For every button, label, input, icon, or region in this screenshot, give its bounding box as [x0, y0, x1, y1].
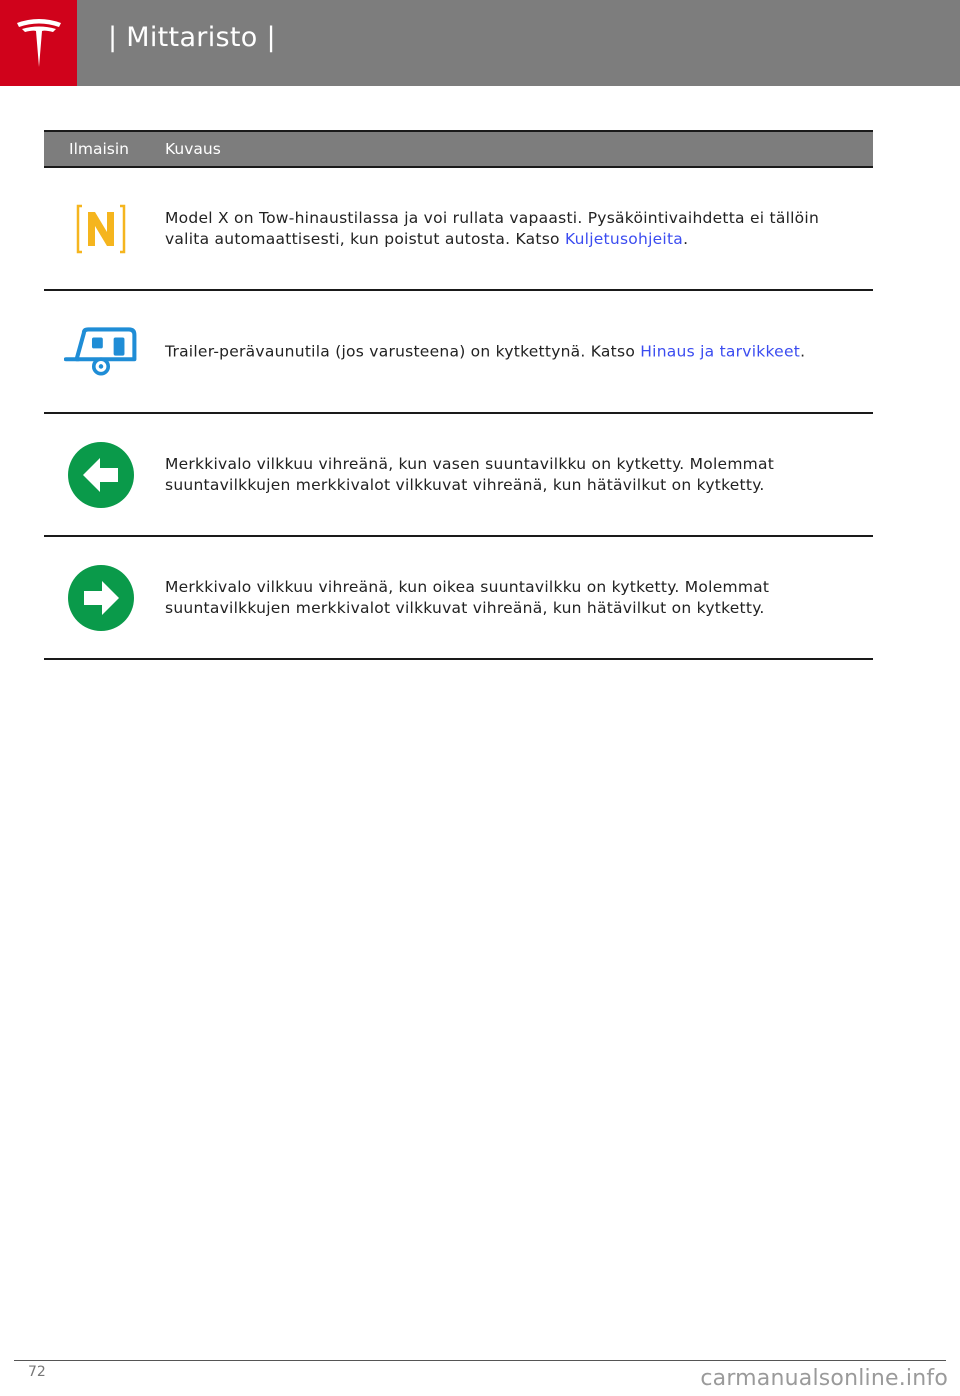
link-towing-and-accessories[interactable]: Hinaus ja tarvikkeet [640, 342, 801, 360]
row-description: Model X on Tow-hinaustilassa ja voi rullata vapaasti. Pysäköintivaihdetta ei tällöin valita automaattisesti, kun poistut autosta. Katso Kuljetusohjeita. [165, 208, 820, 248]
page-number: 72 [28, 1364, 46, 1380]
table-row [44, 168, 873, 291]
right-turn-signal-icon [67, 564, 135, 632]
column-header-indicator: Ilmaisin [69, 140, 129, 158]
footer-divider [14, 1360, 946, 1361]
table-row [44, 414, 873, 537]
brand-logo [0, 0, 77, 86]
table-row [44, 291, 873, 414]
watermark: carmanualsonline.info [700, 1366, 948, 1391]
row-description: Merkkivalo vilkkuu vihreänä, kun vasen suuntavilkku on kytketty. Molemmat suuntavilkkujen merkkivalot vilkkuvat vihreänä, kun hätävilkut on kytketty. [165, 454, 775, 494]
column-header-description: Kuvaus [165, 140, 221, 158]
left-turn-signal-icon [67, 441, 135, 509]
tesla-logo-icon [15, 17, 63, 69]
tow-mode-n-icon [75, 203, 127, 255]
table-row [44, 537, 873, 660]
trailer-icon [64, 323, 138, 381]
indicator-table [44, 130, 873, 660]
row-description: Trailer-perävaunutila (jos varusteena) on kytkettynä. Katso Hinaus ja tarvikkeet. [165, 342, 806, 360]
table-header [44, 130, 873, 168]
link-transport-instructions[interactable]: Kuljetusohjeita [564, 229, 684, 248]
page-title: | Mittaristo | [108, 22, 276, 53]
page-header [0, 0, 960, 86]
row-description: Merkkivalo vilkkuu vihreänä, kun oikea suuntavilkku on kytketty. Molemmat suuntavilkkujen merkkivalot vilkkuvat vihreänä, kun hätävilkut on kytketty. [165, 577, 770, 617]
